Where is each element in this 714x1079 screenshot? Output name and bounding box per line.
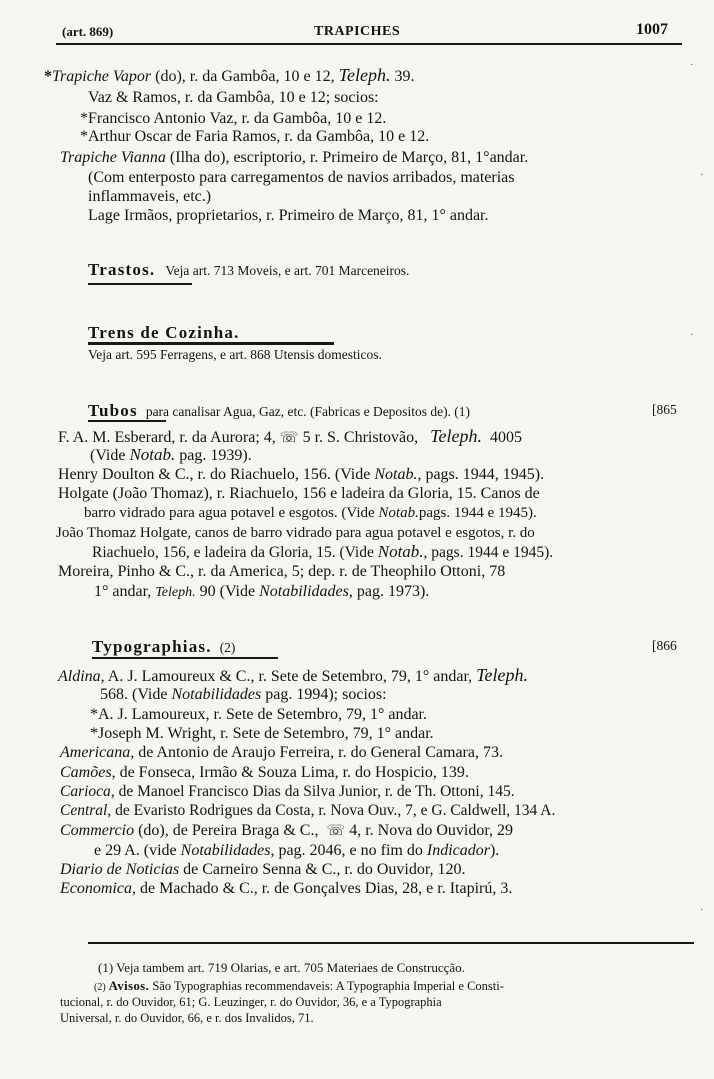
entry-line: João Thomaz Holgate, canos de barro vidrado para agua potavel e esgotos, r. do: [56, 525, 535, 541]
section-typographias: Typographias. (2): [92, 637, 236, 656]
section-rule: [88, 283, 192, 285]
entry-camoes: Camões, de Fonseca, Irmão & Souza Lima, r. do Hospicio, 139.: [60, 764, 469, 781]
entry-line: e 29 A. (vide Notabilidades, pag. 2046, e no fim do Indicador).: [94, 842, 500, 859]
entry-commercio: Commercio (do), de Pereira Braga & C., ☏ 4, r. Nova do Ouvidor, 29: [60, 822, 514, 839]
entry-line: *Arthur Oscar de Faria Ramos, r. da Gambôa, 10 e 12.: [80, 128, 430, 145]
section-rule: [92, 657, 278, 659]
entry-line: *Joseph M. Wright, r. Sete de Setembro, 79, 1° andar.: [90, 725, 434, 742]
section-rule: [88, 420, 166, 422]
telephone-symbol-icon: ☏: [279, 430, 299, 446]
article-code: [866: [652, 638, 677, 653]
section-title: Trastos.: [88, 260, 156, 279]
footnote-2-line: tucional, r. do Ouvidor, 61; G. Leuzinger, r. do Ouvidor, 36, e a Typographia: [60, 995, 442, 1009]
section-trens-text: Veja art. 595 Ferragens, e art. 868 Utensis domesticos.: [88, 347, 382, 362]
entry-line: (Com enterposto para carregamentos de navios arribados, materias: [88, 169, 515, 186]
entry-trapiche-vapor: *Trapiche Vapor (do), r. da Gambôa, 10 e 12, Teleph. 39.: [44, 65, 415, 85]
entry-line: *Francisco Antonio Vaz, r. da Gambôa, 10 e 12.: [80, 110, 387, 127]
scan-speck: ·: [700, 170, 704, 181]
article-range: (art. 869): [62, 24, 114, 39]
entry-aldina: Aldina, A. J. Lamoureux & C., r. Sete de Setembro, 79, 1° andar, Teleph.: [58, 665, 528, 685]
entry-line: Moreira, Pinho & C., r. da America, 5; dep. r. de Theophilo Ottoni, 78: [58, 563, 506, 580]
section-title: Tubos: [88, 401, 138, 420]
article-code: [865: [652, 402, 677, 417]
entry-line: Holgate (João Thomaz), r. Riachuelo, 156 e ladeira da Gloria, 15. Canos de: [58, 485, 540, 502]
header-rule: [56, 43, 682, 45]
footnote-2-line: Universal, r. do Ouvidor, 66, e r. dos Invalidos, 71.: [60, 1011, 314, 1025]
footnote-2: (2) Avisos. São Typographias recommendaveis: A Typographia Imperial e Consti-: [94, 979, 504, 993]
section-trastos: Trastos. Veja art. 713 Moveis, e art. 701 Marceneiros.: [88, 260, 410, 279]
section-rule: [88, 342, 334, 345]
entry-line: Lage Irmãos, proprietarios, r. Primeiro de Março, 81, 1° andar.: [88, 207, 489, 224]
entry-line: *A. J. Lamoureux, r. Sete de Setembro, 79, 1° andar.: [90, 706, 427, 723]
scan-speck: ·: [700, 905, 704, 916]
entry-economica: Economica, de Machado & C., r. de Gonçalves Dias, 28, e r. Itapirú, 3.: [60, 880, 513, 897]
section-tubos: Tubos para canalisar Agua, Gaz, etc. (Fabricas e Depositos de). (1): [88, 401, 471, 420]
entry-line: Henry Doulton & C., r. do Riachuelo, 156. (Vide Notab., pags. 1944, 1945).: [58, 466, 545, 483]
entry-trapiche-vianna: Trapiche Vianna (Ilha do), escriptorio, r. Primeiro de Março, 81, 1°andar.: [60, 149, 529, 166]
entry-diario: Diario de Noticias de Carneiro Senna & C., r. do Ouvidor, 120.: [60, 861, 466, 878]
entry-carioca: Carioca, de Manoel Francisco Dias da Silva Junior, r. de Th. Ottoni, 145.: [60, 783, 515, 800]
entry-line: barro vidrado para agua potavel e esgotos. (Vide Notab.pags. 1944 e 1945).: [84, 505, 537, 521]
entry-central: Central, de Evaristo Rodrigues da Costa, r. Nova Ouv., 7, e G. Caldwell, 134 A.: [60, 802, 556, 819]
entry-americana: Americana, de Antonio de Araujo Ferreira, r. do General Camara, 73.: [60, 744, 503, 761]
entry-line: 1° andar, Teleph. 90 (Vide Notabilidades, pag. 1973).: [94, 583, 430, 600]
page-title: TRAPICHES: [314, 24, 401, 39]
scan-speck: ·: [690, 330, 694, 341]
section-title: Typographias.: [92, 637, 212, 656]
entry-line: (Vide Notab. pag. 1939).: [90, 445, 252, 464]
scan-speck: ·: [690, 60, 694, 71]
section-title: Trens de Cozinha.: [88, 323, 240, 342]
telephone-symbol-icon: ☏: [326, 823, 346, 839]
page-number: 1007: [636, 21, 668, 38]
footnote-rule: [88, 942, 694, 944]
entry-line: Riachuelo, 156, e ladeira da Gloria, 15. (Vide Notab., pags. 1944 e 1945).: [92, 542, 554, 561]
entry-esberard: F. A. M. Esberard, r. da Aurora; 4, ☏ 5 r. S. Christovão, Teleph. 4005: [58, 426, 522, 446]
entry-line: inflammaveis, etc.): [88, 188, 212, 205]
footnote-1: (1) Veja tambem art. 719 Olarias, e art. 705 Materiaes de Construcção.: [98, 960, 465, 975]
entry-line: 568. (Vide Notabilidades pag. 1994); socios:: [100, 686, 387, 703]
entry-line: Vaz & Ramos, r. da Gambôa, 10 e 12; socios:: [88, 89, 379, 106]
